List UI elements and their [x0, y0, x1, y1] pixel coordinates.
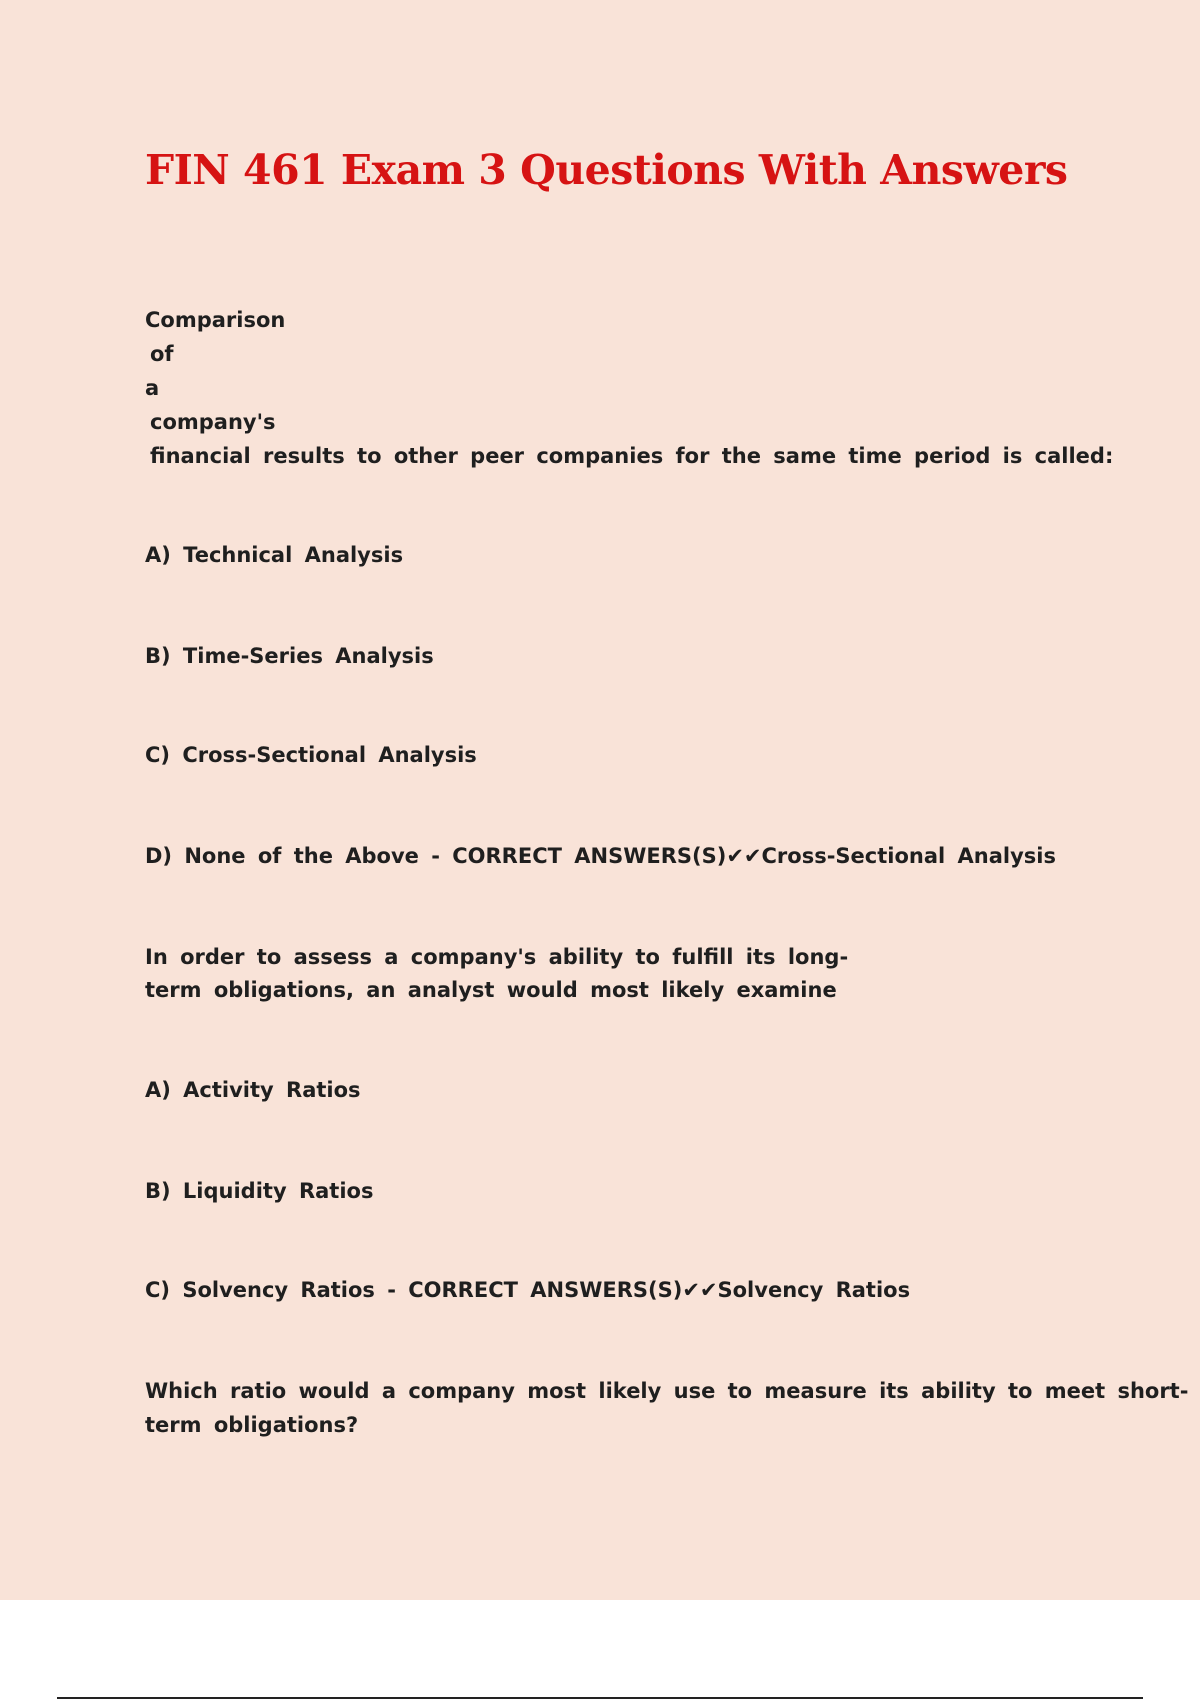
question-3-stem-line-2: term obligations?: [145, 1413, 359, 1437]
question-2-option-c-answer: C) Solvency Ratios - CORRECT ANSWERS(S)✔✔Solvency Ratios: [145, 1278, 911, 1302]
question-1-stem-line-3: a: [145, 376, 160, 400]
question-3-stem-line-1: Which ratio would a company most likely use to measure its ability to meet short-: [145, 1379, 1189, 1403]
question-1-stem-line-5: financial results to other peer companies for the same time period is called:: [150, 444, 1114, 468]
footer-divider: [57, 1697, 1143, 1699]
question-1-stem-line-1: Comparison: [145, 308, 286, 332]
question-2-option-a: A) Activity Ratios: [145, 1078, 361, 1102]
question-1-option-a: A) Technical Analysis: [145, 543, 404, 567]
question-2-option-b: B) Liquidity Ratios: [145, 1179, 374, 1203]
question-1-option-c: C) Cross-Sectional Analysis: [145, 743, 477, 767]
question-2-stem-line-2: term obligations, an analyst would most likely examine: [145, 978, 837, 1002]
question-1-stem-line-4: company's: [150, 410, 276, 434]
question-2-stem-line-1: In order to assess a company's ability to fulfill its long-: [145, 945, 849, 969]
question-1-option-b: B) Time-Series Analysis: [145, 644, 434, 668]
question-1-option-d-answer: D) None of the Above - CORRECT ANSWERS(S)✔✔Cross-Sectional Analysis: [145, 844, 1056, 868]
question-1-stem-line-2: of: [150, 342, 174, 366]
document-title: FIN 461 Exam 3 Questions With Answers: [145, 146, 1068, 194]
